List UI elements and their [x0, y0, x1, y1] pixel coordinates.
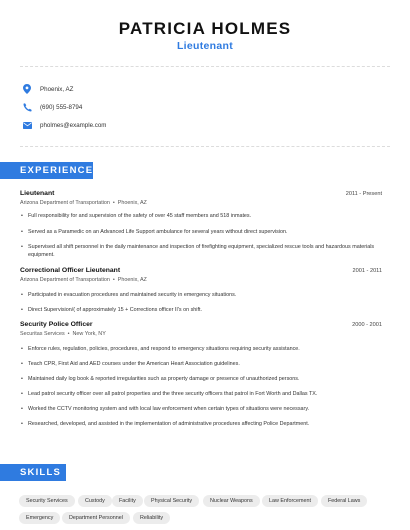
job-bullet: • Teach CPR, First Aid and AED courses under the American Heart Association guidelines. — [20, 360, 382, 368]
job-entry — [20, 267, 382, 283]
contact-phone-text: (690) 555-8794 — [40, 103, 83, 111]
contact-location-text: Phoenix, AZ — [40, 85, 74, 93]
resume-job-title: Lieutenant — [176, 40, 234, 52]
job-company: Arizona Department of Transportation — [20, 277, 110, 283]
skill-tag: Department Personnel — [62, 512, 130, 524]
job-bullet: • Full responsibility for and supervision of the safety of over 45 staff members and 518 inmates. — [20, 212, 382, 220]
skill-tag: Emergency — [19, 512, 60, 524]
skill-tag: Nuclear Weapons — [203, 495, 260, 507]
experience-section-heading: EXPERIENCE — [0, 162, 93, 179]
job-entry — [20, 190, 382, 206]
skill-tag: Security Services — [19, 495, 75, 507]
job-title: Correctional Officer Lieutenant — [20, 267, 121, 274]
job-location: New York, NY — [72, 331, 106, 337]
skill-tag: Facility — [112, 495, 143, 507]
skill-tag: Law Enforcement — [262, 495, 318, 507]
skill-tag: Federal Laws — [321, 495, 367, 507]
contact-phone — [22, 101, 82, 113]
job-bullet: • Worked the CCTV monitoring system and with local law enforcement when certain types of situations were necessary. — [20, 405, 382, 413]
job-employer: Securitas Services • New York, NY — [20, 331, 106, 337]
job-company: Securitas Services — [20, 331, 65, 337]
map-pin-icon — [22, 84, 32, 94]
job-dates: 2000 - 2001 — [352, 322, 382, 328]
job-location: Phoenix, AZ — [117, 277, 147, 283]
contact-location — [22, 83, 73, 95]
skills-section-heading: SKILLS — [0, 464, 66, 481]
job-dates: 2011 - Present — [345, 191, 382, 197]
job-location: Phoenix, AZ — [117, 200, 147, 206]
skill-tag: Physical Security — [144, 495, 199, 507]
job-title: Security Police Officer — [20, 321, 93, 328]
job-company: Arizona Department of Transportation — [20, 200, 110, 206]
contact-email-text[interactable]: pholmes@example.com — [40, 121, 107, 129]
job-dates: 2001 - 2011 — [352, 268, 382, 274]
job-bullet: • Enforce rules, regulation, policies, procedures, and respond to emergency situations requiring security assistance. — [20, 345, 382, 353]
contact-email[interactable] — [22, 119, 106, 131]
job-bullet: • Supervised all shift personnel in the daily maintenance and inspection of firefighting equipment, specialized rescue tools and hazardous materials equipment. — [20, 243, 382, 260]
job-employer: Arizona Department of Transportation • Phoenix, AZ — [20, 277, 147, 283]
job-bullet: • Participated in evacuation procedures and maintained security in emergency situations. — [20, 291, 382, 299]
job-bullet: • Served as a Paramedic on an Advanced Life Support ambulance for several years without direct supervision. — [20, 228, 382, 236]
header-divider — [20, 66, 390, 67]
job-bullet: • Maintained daily log book & reported irregularities such as property damage or presence of unauthorized persons. — [20, 375, 382, 383]
email-icon — [22, 120, 32, 130]
job-bullet: • Researched, developed, and assisted in the implementation of administrative procedures affecting Police Department. — [20, 420, 382, 428]
job-bullet: • Lead patrol security officer over all patrol properties and the three security officers that patrol in Fort Worth and Dallas TX. — [20, 390, 382, 398]
phone-icon — [22, 102, 32, 112]
skill-tag: Reliability — [133, 512, 170, 524]
job-employer: Arizona Department of Transportation • Phoenix, AZ — [20, 200, 147, 206]
job-bullet: • Direct Supervision/( of approximately 15 + Corrections officer II's on shift. — [20, 306, 382, 314]
contact-divider — [20, 146, 390, 147]
job-entry — [20, 321, 382, 337]
skill-tag: Custody — [78, 495, 112, 507]
resume-name: PATRICIA HOLMES — [118, 19, 292, 38]
job-title: Lieutenant — [20, 190, 55, 197]
